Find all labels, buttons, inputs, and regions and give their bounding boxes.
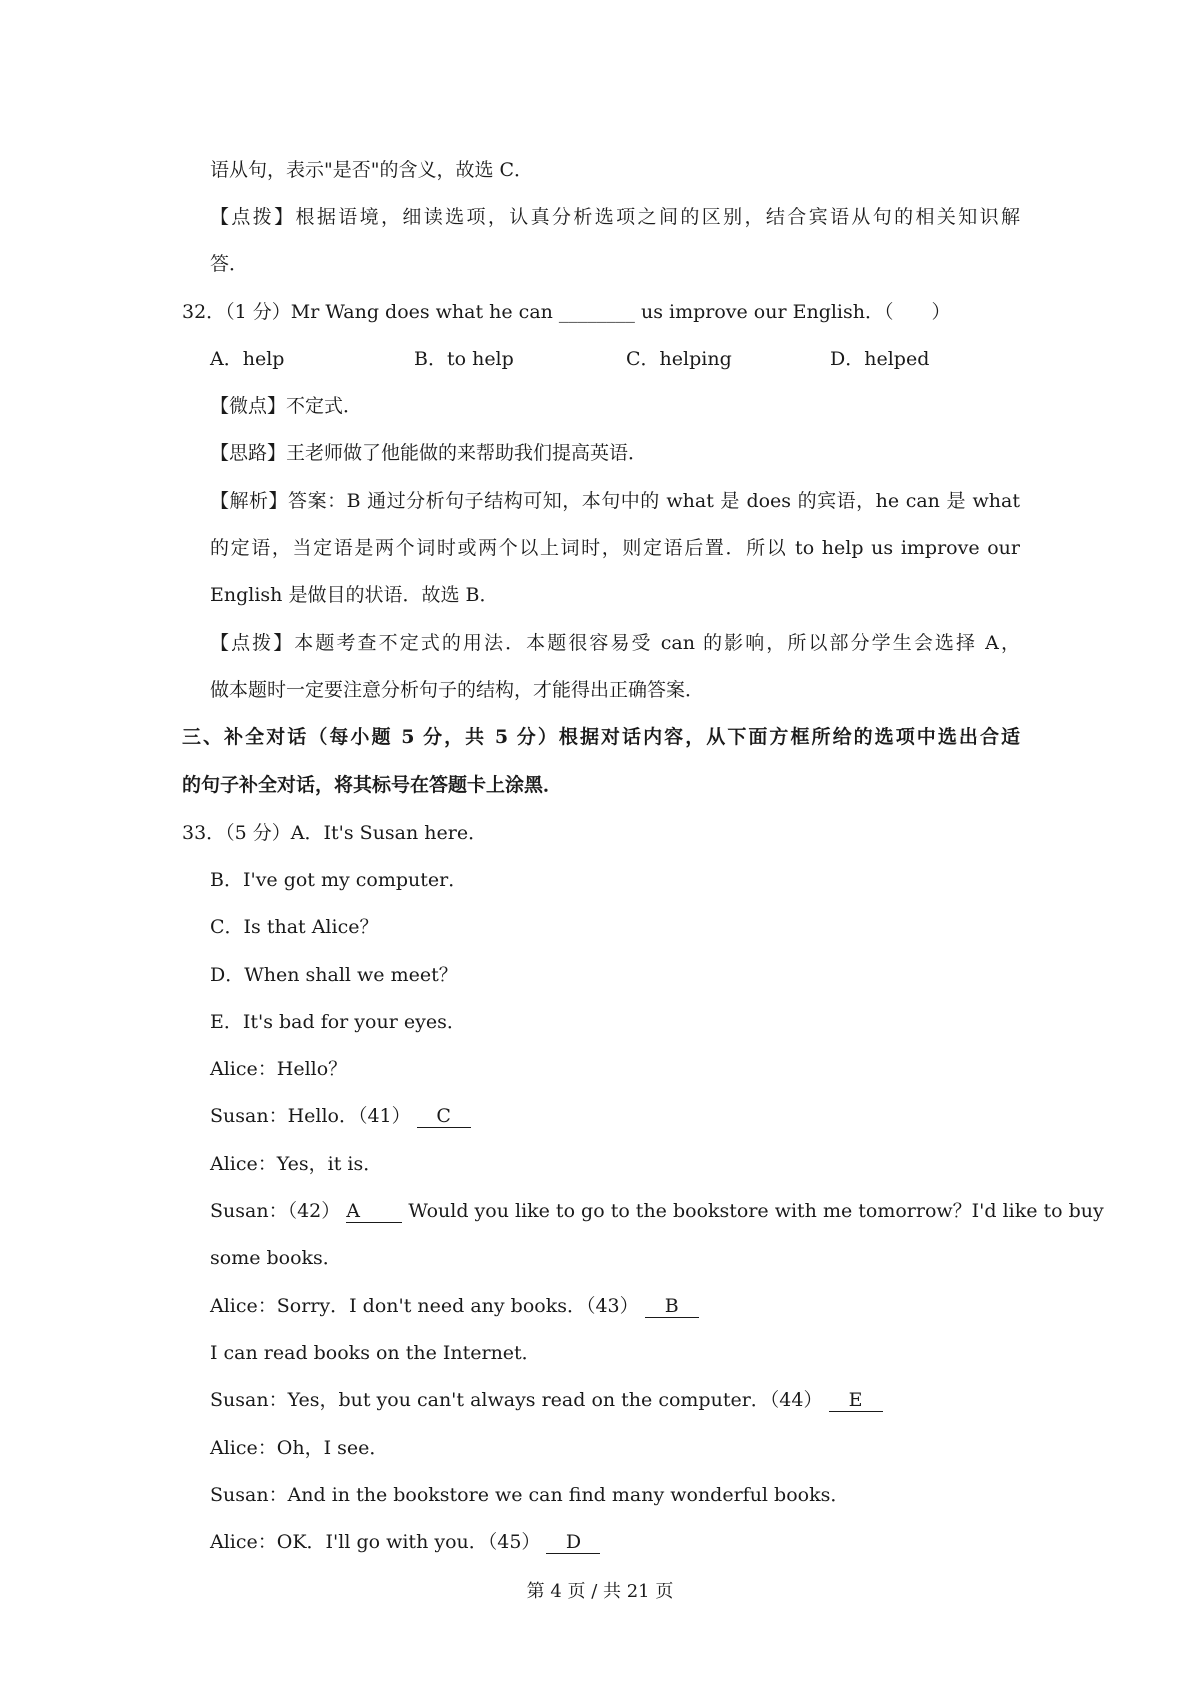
dialog-text: Susan：（42） xyxy=(210,1200,341,1222)
question-stem: 32．（1 分）Mr Wang does what he can ________ us improve our English．（ ） xyxy=(182,301,951,323)
dialog-line xyxy=(210,1198,1104,1224)
section-heading: 的句子补全对话，将其标号在答题卡上涂黑． xyxy=(182,774,563,796)
dialog-text: Susan：Yes，but you can't always read on the computer．（44） xyxy=(210,1389,823,1411)
dialog-line: some books． xyxy=(210,1247,342,1269)
text-line: 语从句，表示"是否"的含义，故选 C． xyxy=(210,159,534,181)
dialog-line: Alice：Yes，it is． xyxy=(210,1153,383,1175)
option-c: C．Is that Alice？ xyxy=(210,916,379,938)
option-c: C．helping xyxy=(626,348,732,370)
answer-blank: A xyxy=(346,1200,402,1223)
answer-blank: E xyxy=(829,1389,883,1412)
dialog-line xyxy=(210,1103,471,1129)
dianbo-line: 【点拨】本题考查不定式的用法．本题很容易受 can 的影响，所以部分学生会选择 A， xyxy=(210,632,1020,654)
jiexi-line: 的定语，当定语是两个词时或两个以上词时，则定语后置．所以 to help us improve our xyxy=(210,537,1020,559)
dianbo-line: 做本题时一定要注意分析句子的结构，才能得出正确答案． xyxy=(210,679,705,701)
dialog-line: Susan：And in the bookstore we can find many wonderful books． xyxy=(210,1484,850,1506)
section-heading: 三、补全对话（每小题 5 分，共 5 分）根据对话内容，从下面方框所给的选项中选出合适 xyxy=(182,726,1020,748)
dialog-line xyxy=(210,1529,600,1555)
option-d: D．When shall we meet？ xyxy=(210,964,458,986)
option-b: B．I've got my computer． xyxy=(210,869,468,891)
dialog-text: Would you like to go to the bookstore with me tomorrow？I'd like to buy xyxy=(408,1200,1104,1222)
answer-blank: D xyxy=(546,1531,600,1554)
dialog-line xyxy=(210,1387,883,1413)
dialog-line xyxy=(210,1293,699,1319)
text-line: 答． xyxy=(210,253,249,275)
jiexi-line: English 是做目的状语．故选 B． xyxy=(210,584,499,606)
dianbo-line: 【点拨】根据语境，细读选项，认真分析选项之间的区别，结合宾语从句的相关知识解 xyxy=(210,206,1020,228)
page-footer: 第 4 页 / 共 21 页 xyxy=(526,1581,674,1602)
dialog-text: Alice：OK．I'll go with you．（45） xyxy=(210,1531,541,1553)
question-stem: 33．（5 分）A．It's Susan here． xyxy=(182,822,488,844)
option-e: E．It's bad for your eyes． xyxy=(210,1011,466,1033)
silu-line: 【思路】王老师做了他能做的来帮助我们提高英语． xyxy=(210,442,648,464)
weidian-line: 【微点】不定式． xyxy=(210,395,363,417)
answer-blank: C xyxy=(417,1105,471,1128)
dialog-line: Alice：Hello？ xyxy=(210,1058,348,1080)
dialog-text: Alice：Sorry．I don't need any books．（43） xyxy=(210,1295,639,1317)
option-a: A．help xyxy=(210,348,285,370)
dialog-line: Alice：Oh，I see． xyxy=(210,1437,389,1459)
option-d: D．helped xyxy=(830,348,930,370)
option-b: B．to help xyxy=(414,348,514,370)
answer-blank: B xyxy=(645,1295,699,1318)
dialog-line: I can read books on the Internet． xyxy=(210,1342,541,1364)
dialog-text: Susan：Hello．（41） xyxy=(210,1105,411,1127)
jiexi-line: 【解析】答案：B 通过分析句子结构可知，本句中的 what 是 does 的宾语，he can 是 what xyxy=(210,490,1020,512)
